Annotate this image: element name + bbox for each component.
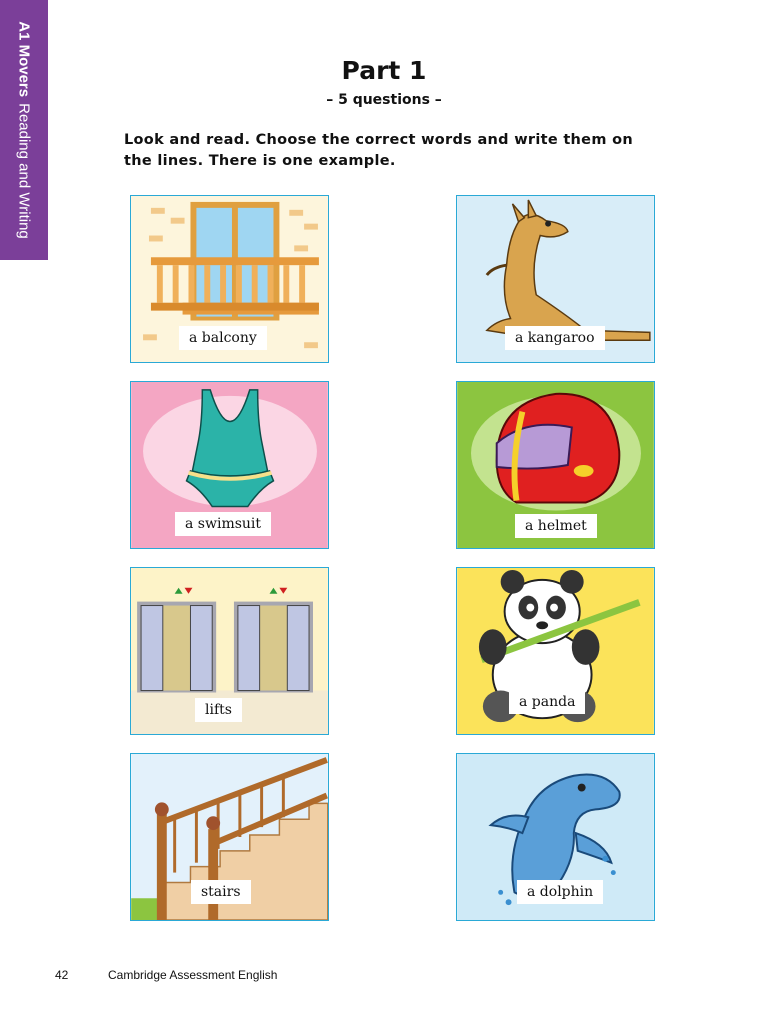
picture-label: a helmet (515, 514, 597, 538)
page-number: 42 (55, 968, 69, 982)
sidebar-text (16, 21, 33, 239)
instructions-text: Look and read. Choose the correct words and write them on the lines. There is one example. (124, 132, 633, 169)
picture-label: a dolphin (517, 880, 603, 904)
picture-label: a panda (509, 690, 585, 714)
page-title: Part 1 (341, 56, 427, 85)
picture-card-kangaroo (456, 195, 655, 363)
picture-card-dolphin (456, 753, 655, 921)
picture-label: lifts (195, 698, 242, 722)
picture-label: a swimsuit (175, 512, 271, 536)
picture-label: stairs (191, 880, 251, 904)
page-subtitle: – 5 questions – (326, 92, 442, 108)
sidebar-section: Reading and Writing (15, 103, 33, 239)
picture-label: a kangaroo (505, 326, 605, 350)
sidebar-level: A1 Movers (15, 21, 33, 98)
picture-card-swimsuit (130, 381, 329, 549)
picture-card-balcony (130, 195, 329, 363)
footer-brand: Cambridge Assessment English (108, 968, 278, 982)
picture-card-helmet (456, 381, 655, 549)
sidebar-tab (0, 0, 48, 260)
picture-card-lifts (130, 567, 329, 735)
picture-card-panda (456, 567, 655, 735)
picture-card-stairs (130, 753, 329, 921)
picture-label: a balcony (179, 326, 267, 350)
